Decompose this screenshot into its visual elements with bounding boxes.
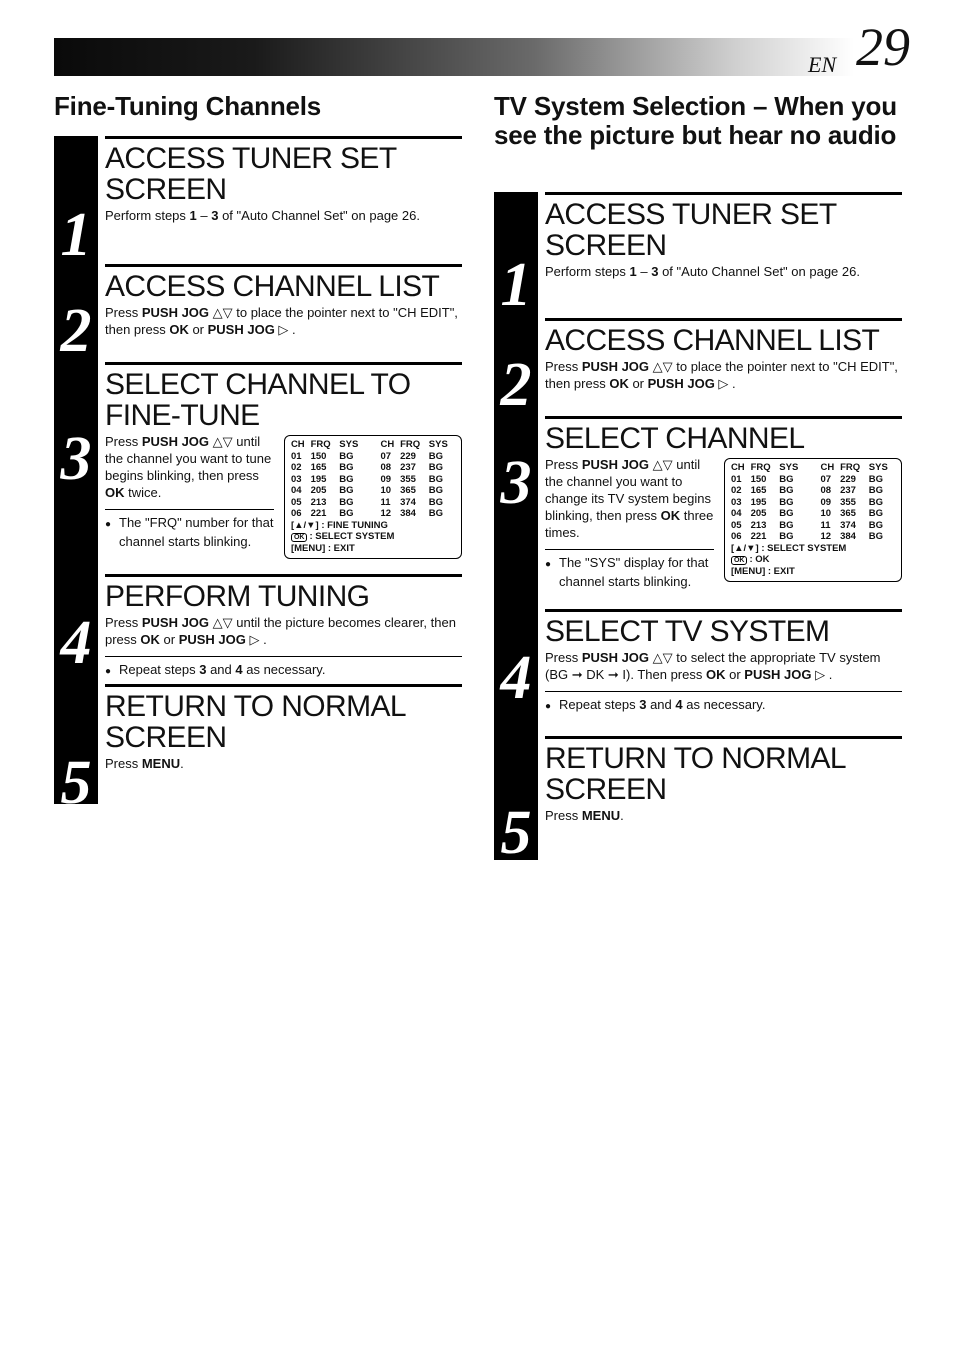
screen-footer-line: [MENU] : EXIT (290, 542, 355, 554)
ok-button-icon: OK (731, 556, 748, 565)
step-note: ● Repeat steps 3 and 4 as necessary. (545, 691, 902, 715)
table-row: 02 165 BG 08 237 BG (730, 485, 884, 496)
section-title: Fine-Tuning Channels (54, 91, 322, 121)
section-title: TV System Selection – When you see the picture but hear no audio (494, 91, 897, 150)
column-header: CH (730, 462, 745, 473)
step-1 (54, 136, 462, 269)
screen-footer-line: [▲/▼] : SELECT SYSTEM (730, 542, 847, 554)
step-heading: SELECT CHANNEL (545, 416, 902, 454)
channel-table (291, 439, 456, 520)
step-text: Press MENU. (545, 808, 624, 823)
step-2 (494, 318, 902, 419)
step-5 (54, 684, 462, 817)
step-text: Press PUSH JOG △▽ to place the pointer next to "CH EDIT", then press OK or PUSH JOG ▷ . (105, 305, 458, 337)
table-row: 04 205 BG 10 365 BG (730, 508, 884, 519)
step-4 (494, 609, 902, 736)
table-row: 06 221 BG 12 384 BG (730, 531, 884, 542)
table-row: 05 213 BG 11 374 BG (290, 496, 444, 508)
column-header: FRQ (840, 462, 861, 473)
step-heading: ACCESS TUNER SET SCREEN (545, 192, 902, 261)
channel-list-screen (284, 435, 462, 559)
bullet-icon: ● (105, 666, 112, 677)
step-number: 4 (60, 609, 92, 677)
step-text: Press PUSH JOG △▽ until the channel you want to change its TV system begins blinking, then press OK three times. (545, 457, 714, 540)
language-label: EN (808, 52, 837, 77)
screen-footer-line: [▲/▼] : FINE TUNING (290, 519, 388, 531)
column-header: CH (290, 439, 305, 450)
step-text: Press PUSH JOG △▽ until the channel you want to tune begins blinking, then press OK twice. (105, 434, 272, 500)
step-heading: SELECT CHANNEL TO FINE-TUNE (105, 362, 462, 431)
step-number: 3 (500, 449, 532, 517)
table-header-row (291, 439, 456, 451)
step-number: 3 (60, 425, 92, 493)
table-row: 03 195 BG 09 355 BG (730, 496, 884, 508)
step-number: 4 (500, 644, 532, 712)
step-note: ● Repeat steps 3 and 4 as necessary. (105, 656, 462, 680)
column-header: SYS (868, 462, 888, 473)
step-number: 1 (60, 201, 92, 269)
step-heading: ACCESS TUNER SET SCREEN (105, 136, 462, 205)
steps-list (494, 192, 902, 867)
table-row: 05 213 BG 11 374 BG (730, 519, 884, 531)
step-number: 5 (500, 799, 532, 867)
column-header: SYS (428, 439, 448, 450)
step-3 (54, 362, 462, 574)
step-2 (54, 264, 462, 365)
column-header: FRQ (400, 439, 421, 450)
screen-footer-line: OK : OK (731, 554, 896, 566)
step-number: 5 (60, 749, 92, 817)
step-heading: PERFORM TUNING (105, 574, 462, 612)
column-header: SYS (779, 462, 799, 473)
screen-footer-line: OK : SELECT SYSTEM (291, 531, 456, 543)
table-row: 01 150 BG 07 229 BG (290, 450, 444, 462)
step-text: Perform steps 1 – 3 of "Auto Channel Set" on page 26. (105, 208, 420, 223)
step-text: Press PUSH JOG △▽ to select the appropriate TV system (BG ➞ DK ➞ I). Then press OK or PUSH JOG ▷ . (545, 650, 881, 682)
step-1 (494, 192, 902, 318)
step-3 (494, 416, 902, 609)
step-number: 1 (500, 251, 532, 319)
step-text: Press MENU. (105, 756, 184, 771)
step-heading: SELECT TV SYSTEM (545, 609, 902, 647)
channel-list-screen (724, 458, 902, 582)
column-header: FRQ (310, 439, 331, 450)
tv-system-section (494, 91, 902, 867)
step-heading: ACCESS CHANNEL LIST (105, 264, 462, 302)
steps-list (54, 136, 462, 817)
bullet-icon: ● (105, 519, 112, 530)
table-header-row (731, 462, 896, 474)
step-text: Perform steps 1 – 3 of "Auto Channel Set" on page 26. (545, 264, 860, 279)
channel-table (731, 462, 896, 543)
step-heading: ACCESS CHANNEL LIST (545, 318, 902, 356)
table-row: 04 205 BG 10 365 BG (290, 485, 444, 496)
step-note: ● The "FRQ" number for that channel starts blinking. (105, 509, 274, 550)
step-number: 2 (500, 351, 532, 419)
header-bar (54, 38, 854, 76)
table-row: 03 195 BG 09 355 BG (290, 473, 444, 485)
fine-tuning-section (54, 91, 462, 817)
table-row: 01 150 BG 07 229 BG (730, 473, 884, 485)
column-header: CH (380, 439, 395, 450)
step-note: ● The "SYS" display for that channel starts blinking. (545, 549, 714, 590)
ok-button-icon: OK (291, 533, 308, 542)
step-text: Press PUSH JOG △▽ until the picture becomes clearer, then press OK or PUSH JOG ▷ . (105, 615, 456, 647)
bullet-icon: ● (545, 701, 552, 712)
column-header: CH (820, 462, 835, 473)
step-4 (54, 574, 462, 684)
column-header: SYS (339, 439, 359, 450)
page-number: 29 (856, 17, 910, 77)
step-heading: RETURN TO NORMAL SCREEN (105, 684, 462, 753)
bullet-icon: ● (545, 559, 552, 570)
table-row: 06 221 BG 12 384 BG (290, 508, 444, 519)
step-number: 2 (60, 297, 92, 365)
step-text: Press PUSH JOG △▽ to place the pointer next to "CH EDIT", then press OK or PUSH JOG ▷ . (545, 359, 898, 391)
column-header: FRQ (750, 462, 771, 473)
step-heading: RETURN TO NORMAL SCREEN (545, 736, 902, 805)
step-5 (494, 736, 902, 867)
table-row: 02 165 BG 08 237 BG (290, 462, 444, 473)
screen-footer-line: [MENU] : EXIT (730, 565, 795, 577)
